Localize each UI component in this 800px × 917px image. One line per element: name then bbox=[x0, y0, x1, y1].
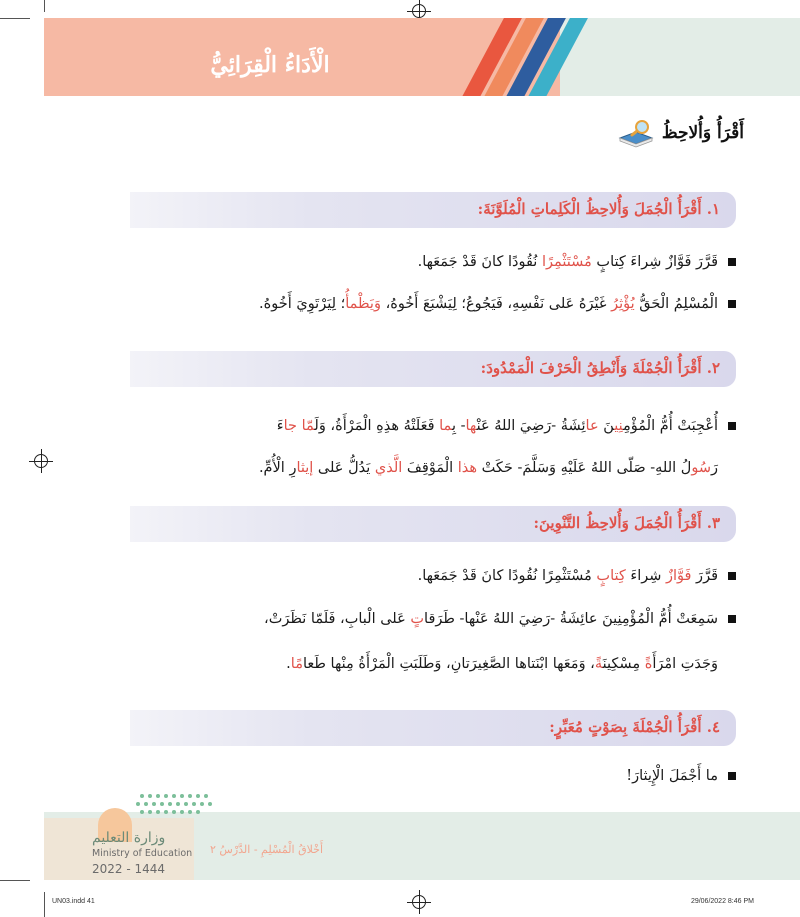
bullet-square bbox=[728, 422, 736, 430]
section-3-title: ٣. أَقْرَأُ الْجُمَلَ وَأُلاحِظُ التَّنْوِينَ: bbox=[533, 514, 720, 532]
text-run: فَعَلَتْهُ هذِهِ الْمَرْأَةُ، وَلَ bbox=[314, 418, 440, 434]
text-run: سَمِعَتْ أُمُّ الْمُؤْمِنِينَ عائِشَةُ -رَضِيَ اللهُ عَنْها- طَرَقا bbox=[424, 611, 718, 627]
crop-mark bbox=[44, 0, 45, 12]
highlighted-word: سُو bbox=[691, 460, 711, 476]
lesson-reference: أَخْلاقُ الْمُسْلِمِ - الدَّرْسُ ٢ bbox=[210, 843, 324, 856]
read-observe-label: أَقْرَأُ وَأُلاحِظُ bbox=[661, 123, 744, 143]
ministry-name-english: Ministry of Education bbox=[92, 848, 193, 859]
section-1-bullet-1 bbox=[418, 254, 736, 270]
highlighted-word: تٍ bbox=[410, 611, 425, 627]
text-run: عَلى الْبابِ، فَلَمّا نَظَرَتْ، bbox=[264, 611, 411, 627]
registration-mark bbox=[34, 454, 48, 468]
highlighted-word: ها bbox=[465, 418, 477, 434]
text-run: الْمُسْلِمُ الْحَقُّ bbox=[634, 296, 718, 312]
crop-mark bbox=[0, 880, 30, 881]
highlighted-word: ةً bbox=[644, 656, 653, 672]
highlighted-word: هذا bbox=[457, 460, 478, 476]
text-run: - بِ bbox=[451, 418, 466, 434]
section-3-bullet-1 bbox=[418, 568, 736, 584]
section-2-bullet-1 bbox=[277, 418, 736, 434]
section-3-continuation bbox=[286, 656, 718, 672]
text-run: ئِشَةُ -رَضِيَ اللهُ عَنْ bbox=[476, 418, 586, 434]
section-2-continuation bbox=[259, 460, 718, 476]
text-run: نُقُودًا كانَ قَدْ جَمَعَها. bbox=[417, 254, 542, 270]
text-run: ما أَجْمَلَ الْإِيثارَ! bbox=[626, 768, 718, 784]
section-2-title: ٢. أَقْرَأُ الْجُمْلَةَ وَأَنْطِقُ الْحَرْفَ الْمَمْدُودَ: bbox=[480, 359, 720, 377]
text-run: الْمَوْقِفَ bbox=[402, 460, 458, 476]
bullet-square bbox=[728, 258, 736, 266]
highlighted-word: نِي bbox=[614, 418, 624, 434]
header-stripes bbox=[440, 18, 620, 96]
ministry-name-arabic: وزارة التعليم bbox=[92, 830, 166, 846]
bullet-square bbox=[728, 300, 736, 308]
highlighted-word: عا bbox=[585, 418, 599, 434]
text-run: . bbox=[286, 656, 291, 672]
bullet-square bbox=[728, 615, 736, 623]
section-4-bullet-1 bbox=[626, 768, 736, 784]
section-1-title: ١. أَقْرَأُ الْجُمَلَ وَأُلاحِظُ الْكَلِماتِ الْمُلَوَّنَةَ: bbox=[477, 200, 720, 218]
text-run: مُسْتَثْمِرًا نُقُودًا كانَ قَدْ جَمَعَها. bbox=[417, 568, 597, 584]
text-run: ، وَمَعَها ابْنَتاها الصَّغِيرَتانِ، وَطَلَبَتِ الْمَرْأَةُ مِنْها طَعا bbox=[302, 656, 595, 672]
page-title: الْأَدَاءُ الْقِرَائِيُّ bbox=[210, 52, 330, 78]
registration-mark bbox=[412, 4, 426, 18]
highlighted-word: وَيَظْمأُ bbox=[345, 296, 381, 312]
text-run: شِراءَ bbox=[625, 568, 666, 584]
bullet-square bbox=[728, 572, 736, 580]
ministry-logo-dots-icon bbox=[132, 790, 218, 830]
text-run: ءَ bbox=[276, 418, 284, 434]
book-magnifier-icon bbox=[616, 118, 656, 148]
highlighted-word: إيثا bbox=[296, 460, 314, 476]
edition-year: 2022 - 1444 bbox=[92, 862, 166, 876]
highlighted-word: مًا bbox=[290, 656, 303, 672]
highlighted-word: كِتابٍ bbox=[596, 568, 626, 584]
text-run: أُعْجِبَتْ أُمُّ الْمُؤْمِ bbox=[623, 418, 718, 434]
section-4-title: ٤. أَقْرَأُ الْجُمْلَةَ بِصَوْتٍ مُعَبِّرٍ: bbox=[549, 718, 720, 736]
slug-file: UN03.indd 41 bbox=[52, 898, 95, 905]
registration-mark bbox=[412, 895, 426, 909]
text-run: رِ الْأُمِّ. bbox=[258, 460, 297, 476]
highlighted-word: مّا bbox=[301, 418, 315, 434]
highlighted-word: الَّذي bbox=[374, 460, 403, 476]
text-run: غَيْرَهُ عَلى نَفْسِهِ، فَيَجُوعُ؛ لِيَشْبَعَ أَخُوهُ، bbox=[380, 296, 612, 312]
crop-mark bbox=[44, 892, 45, 917]
text-run: رَ bbox=[710, 460, 718, 476]
text-run: يَدُلُّ عَلى bbox=[313, 460, 375, 476]
text-run: نَ bbox=[598, 418, 615, 434]
text-run: وَجَدَتِ امْرَأَ bbox=[652, 656, 718, 672]
text-run: قَرَّرَ فَوَّازٌ شِراءَ كِتابٍ bbox=[591, 254, 718, 270]
slug-date: 29/06/2022 8:46 PM bbox=[690, 898, 754, 905]
text-run: لُ اللهِ- صَلّى اللهُ عَلَيْهِ وَسَلَّمَ- حَكَتْ bbox=[477, 460, 692, 476]
highlighted-word: جا bbox=[283, 418, 297, 434]
crop-mark bbox=[0, 18, 30, 19]
highlighted-word: مُسْتَثْمِرًا bbox=[541, 254, 592, 270]
highlighted-word: يُؤْثِرُ bbox=[611, 296, 635, 312]
bullet-square bbox=[728, 772, 736, 780]
text-run: مِسْكِينَ bbox=[602, 656, 645, 672]
text-run: ؛ لِيَرْتَوِيَ أَخُوهُ. bbox=[259, 296, 346, 312]
highlighted-word: ما bbox=[439, 418, 452, 434]
section-1-bullet-2 bbox=[259, 296, 736, 312]
highlighted-word: ةً bbox=[594, 656, 603, 672]
section-3-bullet-2 bbox=[264, 611, 736, 627]
text-run: قَرَّرَ bbox=[691, 568, 718, 584]
read-observe-heading bbox=[616, 118, 744, 148]
highlighted-word: فَوَّازٌ bbox=[666, 568, 692, 584]
